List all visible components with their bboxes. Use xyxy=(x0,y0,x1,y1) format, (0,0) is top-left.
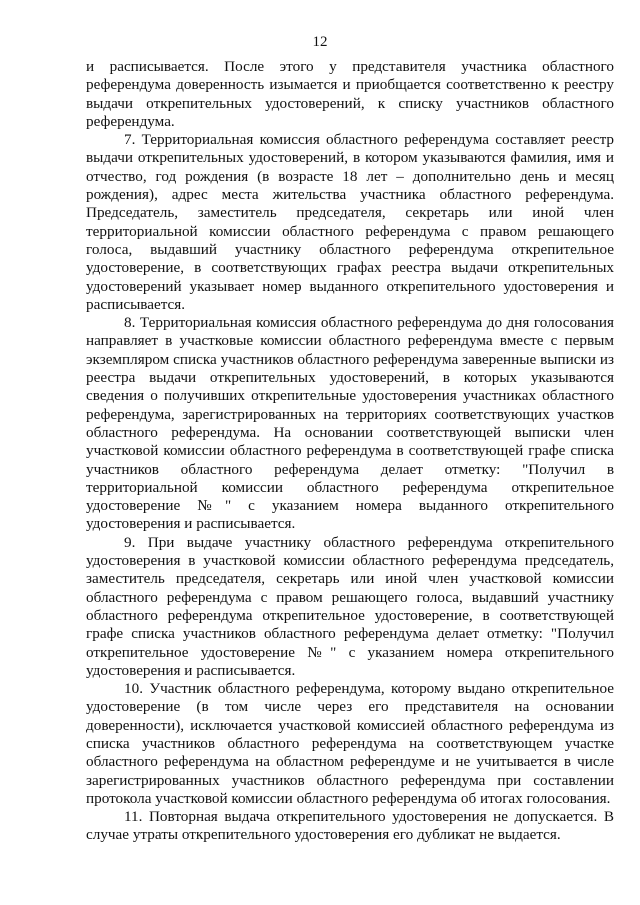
paragraph-9: 9. При выдаче участнику областного референдума открепительного удостоверения в участковой комиссии областного референдума председатель, заместитель председателя, секретарь или иной член участковой комиссии областного референдума с правом решающего голоса, выдавший участнику областного референдума открепительное удостоверение, в соответствующей графе списка участников областного референдума делает отметку: "Получил открепительное удостоверение №" с указанием номера открепительного удостоверения и расписывается. xyxy=(86,533,614,679)
paragraph-continuation: и расписывается. После этого у представителя участника областного референдума доверенность изымается и приобщается соответственно к реестру выдачи открепительных удостоверений, к списку участников областного референдума. xyxy=(86,58,614,130)
page-number: 12 xyxy=(312,34,328,50)
paragraph-11: 11. Повторная выдача открепительного удостоверения не допускается. В случае утраты открепительного удостоверения его дубликат не выдается. xyxy=(86,808,614,844)
paragraph-8: 8. Территориальная комиссия областного референдума до дня голосования направляет в участковые комиссии областного референдума вместе с первым экземпляром списка участников областного референдума заверенные выписки из реестра выдачи открепительных удостоверений, в которых указываются сведения о получивших открепительные удостоверения участниках областного референдума, зарегистрированных на территориях соответствующих участков областного референдума. На основании соответствующей выписки член участковой комиссии областного референдума в соответствующей графе списка участников областного референдума делает отметку: "Получил в территориальной комиссии областного референдума открепительное удостоверение №" с указанием номера выданного открепительного удостоверения и расписывается. xyxy=(86,314,614,533)
document-body xyxy=(86,58,614,845)
paragraph-7: 7. Территориальная комиссия областного референдума составляет реестр выдачи открепительных удостоверений, в котором указываются фамилия, имя и отчество, год рождения (в возрасте 18 лет – дополнительно день и месяц рождения), адрес места жительства участника областного референдума. Председатель, заместитель председателя, секретарь или иной член территориальной комиссии областного референдума с правом решающего голоса, выдавший участнику областного референдума открепительное удостоверение, в соответствующих графах реестра выдачи открепительных удостоверений указывает номер выданного открепительного удостоверения и расписывается. xyxy=(86,131,614,313)
paragraph-10: 10. Участник областного референдума, которому выдано открепительное удостоверение (в том числе через его представителя на основании доверенности), исключается участковой комиссией областного референдума из списка участников областного референдума на соответствующем участке областного референдума на областном референдуме и не учитывается в числе зарегистрированных участников областного референдума при составлении протокола участковой комиссии областного референдума об итогах голосования. xyxy=(86,680,614,807)
